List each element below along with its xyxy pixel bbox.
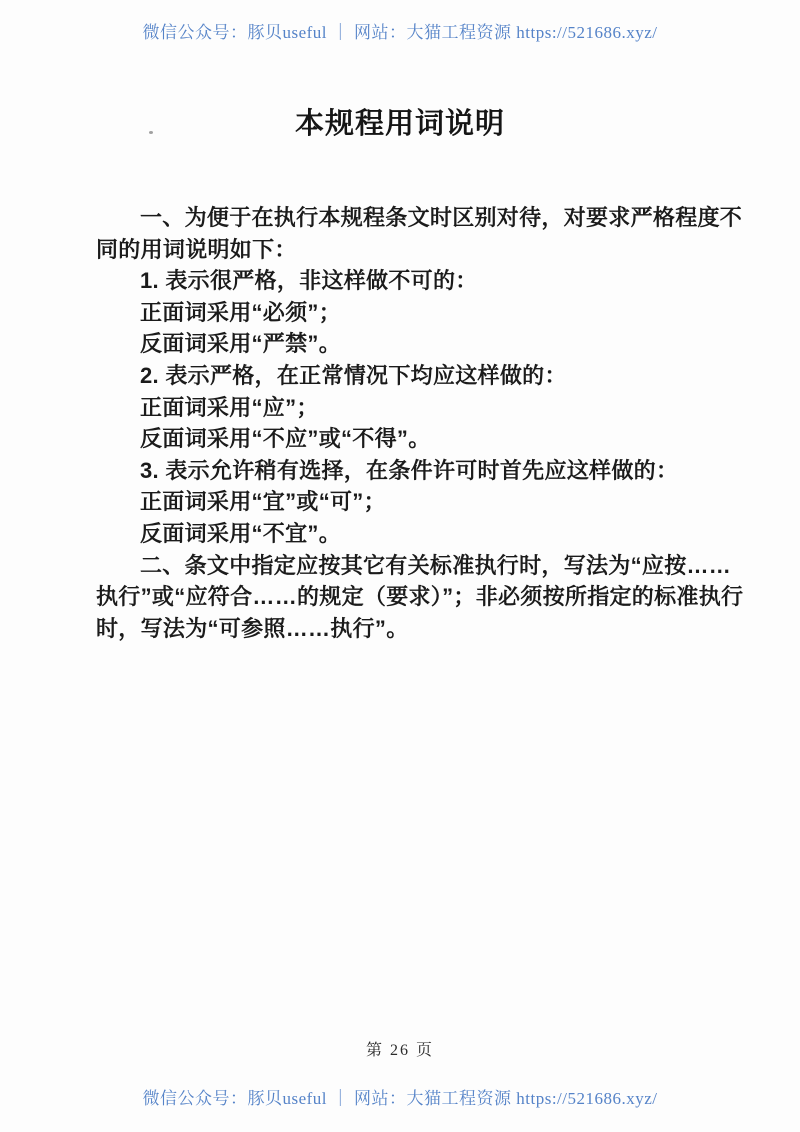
body-line: 二、条文中指定应按其它有关标准执行时，写法为“应按…… — [140, 552, 732, 578]
page-number: 第 26 页 — [365, 1042, 434, 1059]
page-title: 本规程用词说明 — [294, 108, 505, 140]
body-line: 正面词采用“必须”； — [140, 299, 342, 325]
body-line: 正面词采用“应”； — [140, 394, 319, 420]
body-text — [96, 202, 744, 644]
body-line: 正面词采用“宜”或“可”； — [140, 489, 386, 515]
body-line: 同的用词说明如下： — [96, 236, 297, 262]
body-line: 2. 表示严格，在正常情况下均应这样做的： — [140, 362, 567, 388]
body-line: 反面词采用“不宜”。 — [140, 520, 342, 546]
footer-watermark: 微信公众号：豚贝useful ｜ 网站：大猫工程资源 https://521686.xyz/ — [142, 1089, 658, 1108]
body-line: 一、为便于在执行本规程条文时区别对待，对要求严格程度不 — [140, 205, 743, 230]
body-line: 反面词采用“严禁”。 — [140, 331, 342, 357]
header-watermark: 微信公众号：豚贝useful ｜ 网站：大猫工程资源 https://521686.xyz/ — [142, 23, 658, 42]
body-line: 3. 表示允许稍有选择，在条件许可时首先应这样做的： — [140, 457, 679, 483]
body-line: 反面词采用“不应”或“不得”。 — [140, 426, 431, 452]
body-line: 1. 表示很严格，非这样做不可的： — [140, 268, 478, 294]
body-line: 时，写法为“可参照……执行”。 — [96, 615, 409, 641]
body-line: 执行”或“应符合……的规定（要求）”；非必须按所指定的标准执行 — [96, 584, 744, 610]
